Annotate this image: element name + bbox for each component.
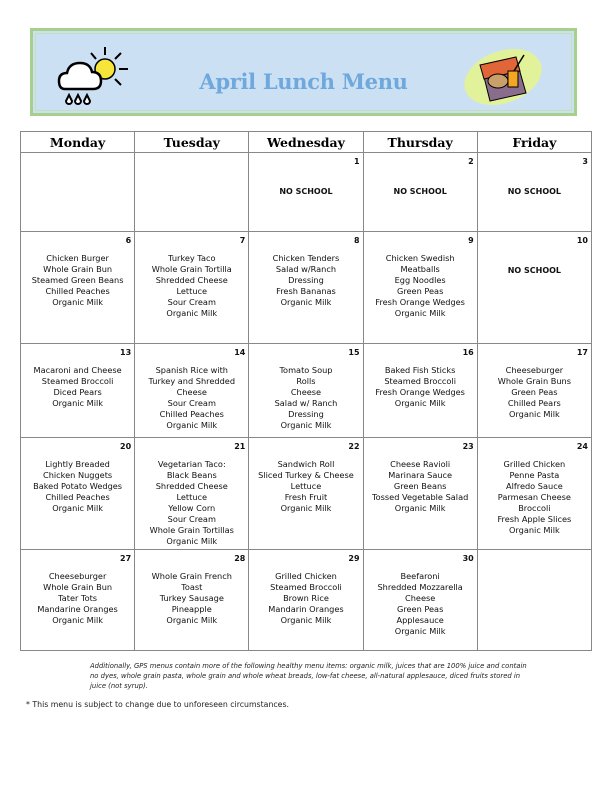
- menu-item: Turkey and Shredded: [148, 376, 236, 386]
- menu-item: Whole Grain French: [151, 571, 232, 581]
- date-number: 14: [234, 348, 246, 357]
- menu-item: Steamed Broccoli: [41, 376, 114, 386]
- date-number: 10: [576, 236, 588, 245]
- menu-item: Whole Grain Bun: [43, 582, 113, 592]
- day-cell: [135, 438, 249, 550]
- menu-item: Organic Milk: [166, 420, 218, 430]
- date-number: 28: [234, 554, 246, 563]
- date-number: 30: [462, 554, 474, 563]
- date-number: 21: [234, 442, 246, 451]
- date-number: 6: [125, 236, 132, 245]
- menu-item: Vegetarian Taco:: [157, 459, 226, 469]
- menu-item: Chilled Peaches: [45, 286, 110, 296]
- menu-item: Black Beans: [166, 470, 217, 480]
- menu-item: Chicken Swedish: [385, 253, 455, 263]
- menu-item: Toast: [181, 582, 203, 592]
- menu-item: Brown Rice: [283, 593, 329, 603]
- menu-item: Shredded Cheese: [155, 275, 228, 285]
- menu-item: Organic Milk: [280, 615, 332, 625]
- menu-item: Cheeseburger: [505, 365, 564, 375]
- menu-item: Organic Milk: [166, 615, 218, 625]
- menu-item: Baked Potato Wedges: [33, 481, 123, 491]
- menu-items: [135, 438, 248, 547]
- menu-item: Sliced Turkey & Cheese: [258, 470, 354, 480]
- menu-item: Fresh Orange Wedges: [375, 387, 465, 397]
- day-cell: [477, 232, 591, 344]
- day-cell: [21, 550, 135, 651]
- menu-item: Steamed Green Beans: [31, 275, 124, 285]
- menu-item: Parmesan Cheese: [497, 492, 571, 502]
- date-number: 15: [348, 348, 360, 357]
- menu-item: Pineapple: [171, 604, 212, 614]
- menu-items: [21, 344, 134, 409]
- menu-item: Organic Milk: [52, 615, 103, 625]
- day-cell: [477, 344, 591, 438]
- menu-item: Mandarine Oranges: [37, 604, 118, 614]
- menu-item: Fresh Fruit: [284, 492, 328, 502]
- menu-item: Salad w/ Ranch: [274, 398, 338, 408]
- date-number: 1: [353, 157, 360, 166]
- date-number: 7: [239, 236, 246, 245]
- nutrition-note: Additionally, GPS menus contain more of the following healthy menu items: organic milk, juices that are 100% juice and contain no dyes, whole grain pasta, whole grain and whole wheat breads, low-fat cheese, all-natural applesauce, diced fruits stored in juice (not syrup).: [90, 662, 527, 690]
- menu-item: Grilled Chicken: [503, 459, 566, 469]
- menu-item: Dressing: [288, 409, 324, 419]
- day-cell: [135, 153, 249, 232]
- week-row: [21, 344, 592, 438]
- week-row: [21, 550, 592, 651]
- menu-item: Organic Milk: [280, 420, 332, 430]
- day-cell: [477, 153, 591, 232]
- menu-item: Spanish Rice with: [155, 365, 228, 375]
- menu-items: [135, 232, 248, 319]
- menu-item: Baked Fish Sticks: [384, 365, 456, 375]
- menu-item: Marinara Sauce: [388, 470, 453, 480]
- menu-item: Turkey Taco: [168, 253, 216, 263]
- day-cell: [135, 550, 249, 651]
- menu-item: Chicken Nuggets: [43, 470, 113, 480]
- menu-item: Lettuce: [176, 492, 208, 502]
- date-number: 13: [120, 348, 132, 357]
- date-number: 20: [120, 442, 132, 451]
- day-cell: [363, 438, 477, 550]
- date-number: 16: [462, 348, 474, 357]
- disclaimer: * This menu is subject to change due to unforeseen circumstances.: [26, 700, 290, 709]
- menu-item: Cheese: [405, 593, 436, 603]
- no-school-label: NO SCHOOL: [507, 187, 562, 196]
- menu-item: Chilled Pears: [507, 398, 561, 408]
- menu-items: [135, 344, 248, 431]
- day-cell: [135, 344, 249, 438]
- day-cell: [363, 153, 477, 232]
- menu-item: Lightly Breaded: [45, 459, 110, 469]
- menu-items: [364, 550, 477, 637]
- day-header-friday: Friday: [477, 132, 591, 153]
- day-header-monday: Monday: [21, 132, 135, 153]
- menu-item: Steamed Broccoli: [270, 582, 342, 592]
- day-cell: [249, 344, 363, 438]
- day-cell: [363, 344, 477, 438]
- menu-item: Green Peas: [511, 387, 558, 397]
- menu-item: Organic Milk: [394, 626, 446, 636]
- menu-items: [21, 232, 134, 308]
- menu-item: Steamed Broccoli: [384, 376, 456, 386]
- menu-item: Beefaroni: [400, 571, 440, 581]
- menu-item: Sour Cream: [167, 514, 216, 524]
- menu-items: [21, 438, 134, 514]
- menu-item: Salad w/Ranch: [275, 264, 337, 274]
- no-school-label: NO SCHOOL: [393, 187, 447, 196]
- menu-item: Fresh Bananas: [276, 286, 336, 296]
- menu-item: Whole Grain Buns: [497, 376, 571, 386]
- date-number: 22: [348, 442, 360, 451]
- day-cell: [477, 550, 591, 651]
- menu-item: Tossed Vegetable Salad: [372, 492, 469, 502]
- menu-item: Sour Cream: [167, 297, 216, 307]
- menu-item: Fresh Orange Wedges: [375, 297, 465, 307]
- menu-item: Egg Noodles: [394, 275, 446, 285]
- no-school-label: NO SCHOOL: [279, 187, 333, 196]
- menu-item: Chicken Tenders: [272, 253, 340, 263]
- menu-items: [249, 344, 362, 431]
- menu-item: Organic Milk: [52, 398, 103, 408]
- day-header-thursday: Thursday: [363, 132, 477, 153]
- menu-item: Green Peas: [396, 286, 444, 296]
- day-cell: [249, 153, 363, 232]
- menu-item: Rolls: [296, 376, 316, 386]
- menu-item: Lettuce: [176, 286, 208, 296]
- menu-item: Organic Milk: [508, 525, 560, 535]
- day-cell: [363, 550, 477, 651]
- menu-item: Lettuce: [290, 481, 322, 491]
- menu-item: Sandwich Roll: [277, 459, 335, 469]
- date-number: 24: [576, 442, 588, 451]
- menu-items: [21, 550, 134, 626]
- menu-item: Cheese: [176, 387, 207, 397]
- menu-item: Grilled Chicken: [275, 571, 337, 581]
- day-header-tuesday: Tuesday: [135, 132, 249, 153]
- menu-item: Fresh Apple Slices: [497, 514, 572, 524]
- menu-item: Green Peas: [396, 604, 444, 614]
- menu-items: [249, 550, 362, 626]
- menu-item: Organic Milk: [508, 409, 560, 419]
- menu-calendar: [20, 131, 592, 651]
- menu-item: Whole Grain Tortillas: [149, 525, 234, 535]
- menu-item: Meatballs: [400, 264, 440, 274]
- header-banner: [30, 28, 577, 116]
- menu-items: [249, 232, 362, 308]
- week-row: [21, 153, 592, 232]
- menu-items: [135, 550, 248, 626]
- menu-items: [364, 438, 477, 514]
- menu-item: Macaroni and Cheese: [33, 365, 122, 375]
- menu-item: Sour Cream: [167, 398, 216, 408]
- menu-item: Broccoli: [518, 503, 551, 513]
- menu-items: [249, 438, 362, 514]
- date-number: 27: [120, 554, 132, 563]
- menu-item: Organic Milk: [394, 503, 446, 513]
- menu-item: Yellow Corn: [168, 503, 216, 513]
- menu-item: Organic Milk: [280, 503, 332, 513]
- menu-item: Green Beans: [393, 481, 447, 491]
- date-number: 9: [468, 236, 474, 245]
- menu-item: Tomato Soup: [279, 365, 333, 375]
- day-cell: [21, 344, 135, 438]
- menu-item: Organic Milk: [394, 308, 446, 318]
- menu-items: [364, 232, 477, 319]
- menu-items: [478, 344, 591, 420]
- menu-item: Shredded Mozzarella: [377, 582, 463, 592]
- menu-item: Diced Pears: [53, 387, 102, 397]
- menu-item: Mandarin Oranges: [268, 604, 344, 614]
- date-number: 17: [576, 348, 588, 357]
- menu-item: Turkey Sausage: [159, 593, 224, 603]
- date-number: 29: [348, 554, 360, 563]
- menu-item: Alfredo Sauce: [506, 481, 563, 491]
- menu-item: Organic Milk: [52, 503, 103, 513]
- menu-item: Whole Grain Bun: [43, 264, 113, 274]
- menu-item: Chilled Peaches: [45, 492, 110, 502]
- day-cell: [21, 232, 135, 344]
- day-cell: [21, 153, 135, 232]
- page-title: April Lunch Menu: [199, 69, 408, 94]
- date-number: 3: [582, 157, 588, 166]
- menu-item: Dressing: [288, 275, 324, 285]
- menu-item: Cheeseburger: [48, 571, 107, 581]
- day-header-wednesday: Wednesday: [249, 132, 363, 153]
- menu-item: Applesauce: [396, 615, 444, 625]
- day-cell: [249, 438, 363, 550]
- week-row: [21, 438, 592, 550]
- date-number: 23: [462, 442, 474, 451]
- menu-item: Chicken Burger: [46, 253, 109, 263]
- menu-item: Organic Milk: [280, 297, 332, 307]
- lunchbox-icon: [458, 43, 548, 111]
- no-school-label: NO SCHOOL: [507, 266, 562, 275]
- menu-item: Cheese Ravioli: [390, 459, 451, 469]
- day-cell: [249, 232, 363, 344]
- day-cell: [477, 438, 591, 550]
- day-cell: [21, 438, 135, 550]
- menu-items: [364, 344, 477, 409]
- menu-item: Organic Milk: [394, 398, 446, 408]
- menu-items: [478, 438, 591, 536]
- day-cell: [249, 550, 363, 651]
- date-number: 2: [468, 157, 474, 166]
- menu-item: Organic Milk: [166, 308, 218, 318]
- menu-item: Chilled Peaches: [159, 409, 224, 419]
- day-cell: [363, 232, 477, 344]
- menu-item: Whole Grain Tortilla: [151, 264, 232, 274]
- date-number: 8: [353, 236, 360, 245]
- menu-item: Organic Milk: [52, 297, 103, 307]
- week-row: [21, 232, 592, 344]
- menu-item: Penne Pasta: [509, 470, 560, 480]
- day-cell: [135, 232, 249, 344]
- menu-item: Cheese: [290, 387, 322, 397]
- menu-item: Shredded Cheese: [155, 481, 228, 491]
- menu-item: Tater Tots: [58, 593, 98, 603]
- menu-item: Organic Milk: [166, 536, 218, 546]
